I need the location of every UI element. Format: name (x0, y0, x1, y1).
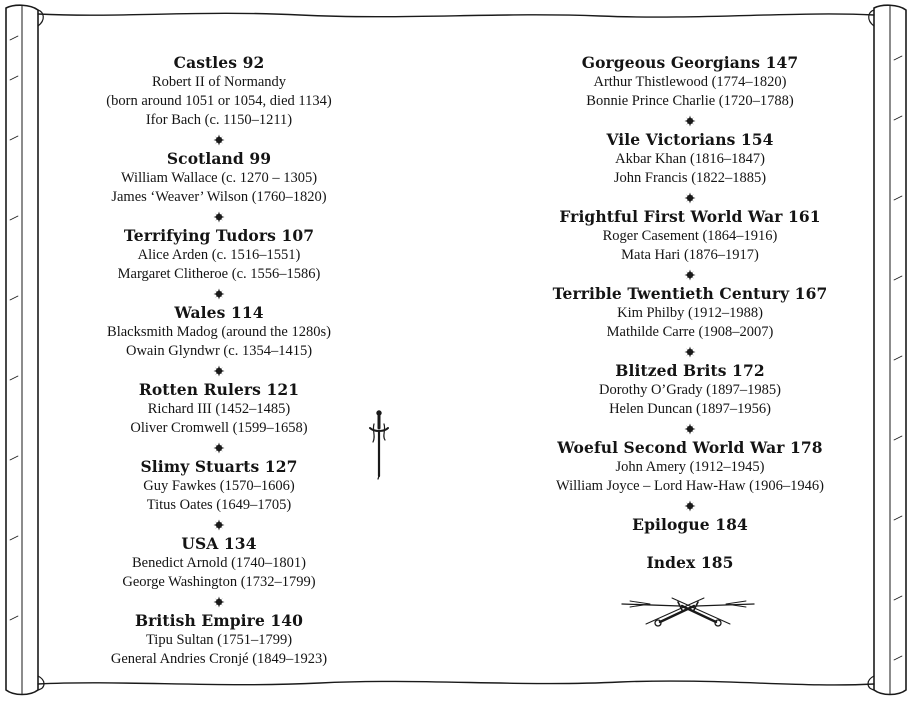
chapter-heading-terrifying-tudors-107: Terrifying Tudors 107 (123, 226, 315, 245)
chapter-heading-rotten-rulers-121: Rotten Rulers 121 (138, 380, 300, 399)
toc-left-column (54, 53, 384, 669)
sword-icon (364, 410, 394, 480)
chapter-entry: Helen Duncan (1897–1956) (609, 401, 771, 417)
toc-section (54, 303, 384, 361)
chapter-entry: Margaret Clitheroe (c. 1556–1586) (117, 266, 321, 282)
toc-section (54, 226, 384, 284)
chapter-heading-wales-114: Wales 114 (174, 303, 264, 322)
splat-icon (525, 265, 855, 284)
splat-icon (54, 207, 384, 226)
chapter-entry: General Andries Cronjé (1849–1923) (110, 651, 328, 667)
chapter-entry: Richard III (1452–1485) (147, 401, 291, 417)
toc-section (525, 515, 855, 535)
splat-icon (525, 188, 855, 207)
splat-icon (525, 496, 855, 515)
chapter-entry: James ‘Weaver’ Wilson (1760–1820) (111, 189, 327, 205)
chapter-entry: Benedict Arnold (1740–1801) (132, 555, 306, 571)
chapter-entry: Blacksmith Madog (around the 1280s) (107, 324, 331, 340)
chapter-heading-gorgeous-georgians-147: Gorgeous Georgians 147 (581, 53, 799, 72)
toc-section (54, 457, 384, 515)
toc-section (525, 207, 855, 265)
splat-icon (54, 284, 384, 303)
chapter-heading-blitzed-brits-172: Blitzed Brits 172 (615, 361, 765, 380)
chapter-entry: Robert II of Normandy (151, 74, 287, 90)
chapter-heading-frightful-first-world-war-161: Frightful First World War 161 (559, 207, 821, 226)
splat-icon (54, 592, 384, 611)
chapter-entry: Ifor Bach (c. 1150–1211) (145, 112, 293, 128)
toc-section (54, 380, 384, 438)
chapter-entry: William Wallace (c. 1270 – 1305) (120, 170, 318, 186)
chapter-entry: Arthur Thistlewood (1774–1820) (593, 74, 787, 90)
toc-section (525, 438, 855, 496)
toc-section (525, 553, 855, 573)
chapter-entry: John Francis (1822–1885) (613, 170, 767, 186)
toc-section (525, 284, 855, 342)
splat-icon (525, 111, 855, 130)
chapter-entry: Oliver Cromwell (1599–1658) (130, 420, 308, 436)
toc-right-column (525, 53, 855, 591)
toc-section (54, 611, 384, 669)
toc-section (54, 534, 384, 592)
chapter-entry: Guy Fawkes (1570–1606) (143, 478, 295, 494)
chapter-entry: Mata Hari (1876–1917) (621, 247, 759, 263)
splat-icon (54, 515, 384, 534)
chapter-entry: Akbar Khan (1816–1847) (615, 151, 765, 167)
splat-icon (525, 419, 855, 438)
toc-section (525, 53, 855, 111)
chapter-entry: Dorothy O’Grady (1897–1985) (598, 382, 782, 398)
toc-section (525, 130, 855, 188)
chapter-heading-british-empire-140: British Empire 140 (134, 611, 304, 630)
chapter-heading-woeful-second-world-war-178: Woeful Second World War 178 (557, 438, 823, 457)
splat-icon (54, 361, 384, 380)
chapter-heading-index-185: Index 185 (646, 553, 734, 572)
chapter-heading-usa-134: USA 134 (181, 534, 257, 553)
chapter-entry: Tipu Sultan (1751–1799) (145, 632, 293, 648)
chapter-entry: Roger Casement (1864–1916) (602, 228, 778, 244)
toc-section (54, 149, 384, 207)
chapter-heading-scotland-99: Scotland 99 (166, 149, 272, 168)
chapter-entry: John Amery (1912–1945) (615, 459, 765, 475)
chapter-entry: Titus Oates (1649–1705) (146, 497, 292, 513)
toc-section (525, 361, 855, 419)
crossed-daggers-icon (620, 592, 756, 628)
chapter-heading-castles-92: Castles 92 (173, 53, 265, 72)
chapter-entry: William Joyce – Lord Haw-Haw (1906–1946) (555, 478, 824, 494)
chapter-entry: Bonnie Prince Charlie (1720–1788) (586, 93, 794, 109)
chapter-entry: (born around 1051 or 1054, died 1134) (106, 93, 332, 109)
chapter-heading-epilogue-184: Epilogue 184 (632, 515, 748, 534)
chapter-entry: Kim Philby (1912–1988) (617, 305, 763, 321)
chapter-heading-vile-victorians-154: Vile Victorians 154 (606, 130, 774, 149)
chapter-heading-slimy-stuarts-127: Slimy Stuarts 127 (140, 457, 298, 476)
chapter-heading-terrible-twentieth-century-167: Terrible Twentieth Century 167 (552, 284, 828, 303)
chapter-entry: George Washington (1732–1799) (122, 574, 316, 590)
splat-icon (54, 130, 384, 149)
splat-icon (54, 438, 384, 457)
splat-icon (525, 342, 855, 361)
chapter-entry: Owain Glyndwr (c. 1354–1415) (125, 343, 313, 359)
chapter-entry: Alice Arden (c. 1516–1551) (137, 247, 301, 263)
toc-section (54, 53, 384, 130)
chapter-entry: Mathilde Carre (1908–2007) (606, 324, 774, 340)
